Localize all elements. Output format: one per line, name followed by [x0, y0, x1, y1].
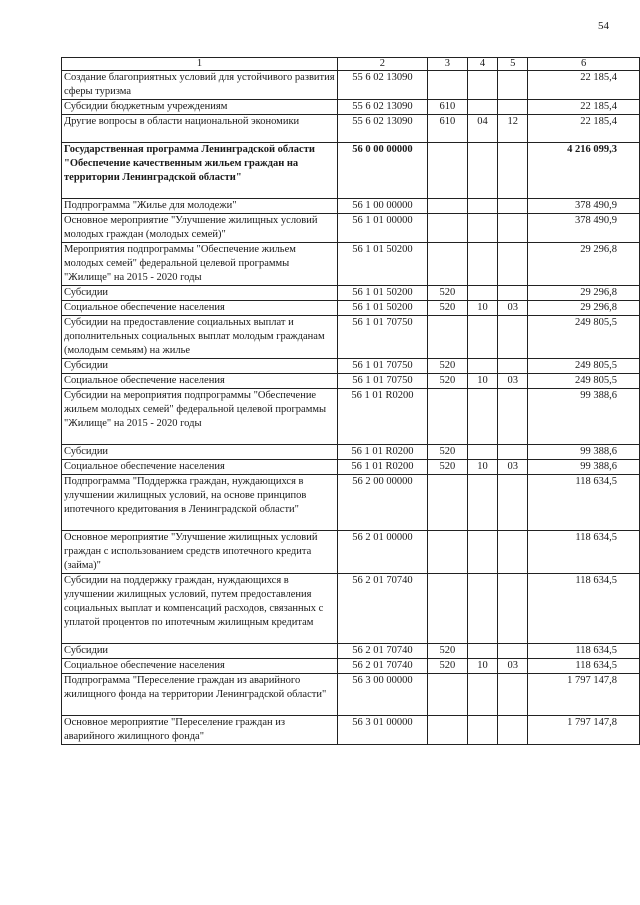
- cell-name: Социальное обеспечение населения: [62, 374, 338, 389]
- cell-vr: 520: [427, 359, 467, 374]
- cell-pr: [498, 574, 528, 644]
- cell-pr: 03: [498, 374, 528, 389]
- cell-code: 55 6 02 13090: [337, 71, 427, 100]
- column-header: 3: [427, 58, 467, 71]
- cell-pr: [498, 286, 528, 301]
- cell-rz: [467, 214, 497, 243]
- cell-name: Социальное обеспечение населения: [62, 301, 338, 316]
- cell-sum: 118 634,5: [528, 659, 640, 674]
- cell-pr: [498, 71, 528, 100]
- table-row: [62, 199, 640, 214]
- cell-rz: [467, 389, 497, 445]
- cell-rz: 10: [467, 659, 497, 674]
- cell-name: Субсидии: [62, 359, 338, 374]
- cell-vr: [427, 316, 467, 359]
- column-header: 5: [498, 58, 528, 71]
- cell-sum: 378 490,9: [528, 199, 640, 214]
- cell-name: Мероприятия подпрограммы "Обеспечение жильем молодых семей" федеральной целевой программы "Жилище" на 2015 - 2020 годы: [62, 243, 338, 286]
- cell-pr: 03: [498, 460, 528, 475]
- cell-vr: [427, 574, 467, 644]
- cell-code: 56 1 01 70750: [337, 374, 427, 389]
- cell-vr: 520: [427, 445, 467, 460]
- cell-vr: 520: [427, 659, 467, 674]
- cell-vr: 520: [427, 644, 467, 659]
- cell-code: 56 1 01 R0200: [337, 460, 427, 475]
- cell-name: Государственная программа Ленинградской области "Обеспечение качественным жильем граждан на территории Ленинградской области": [62, 143, 338, 199]
- cell-name: Субсидии на поддержку граждан, нуждающихся в улучшении жилищных условий, путем предоставления социальных выплат и компенсаций расходов, связанных с уплатой процентов по ипотечным жилищным кредитам: [62, 574, 338, 644]
- cell-code: 56 1 01 50200: [337, 243, 427, 286]
- cell-rz: [467, 475, 497, 531]
- cell-sum: 22 185,4: [528, 71, 640, 100]
- table-row: [62, 644, 640, 659]
- table-row: [62, 716, 640, 745]
- cell-vr: [427, 475, 467, 531]
- cell-rz: [467, 531, 497, 574]
- cell-name: Подпрограмма "Поддержка граждан, нуждающихся в улучшении жилищных условий, на основе принципов ипотечного кредитования в Ленинградской области": [62, 475, 338, 531]
- cell-sum: 378 490,9: [528, 214, 640, 243]
- table-row: [62, 674, 640, 716]
- table-header-row: [62, 58, 640, 71]
- cell-name: Субсидии: [62, 644, 338, 659]
- cell-vr: 610: [427, 100, 467, 115]
- table-row: [62, 115, 640, 143]
- table-row: [62, 243, 640, 286]
- cell-rz: [467, 243, 497, 286]
- cell-sum: 29 296,8: [528, 243, 640, 286]
- cell-pr: [498, 531, 528, 574]
- table-row: [62, 316, 640, 359]
- table-row: [62, 301, 640, 316]
- cell-pr: [498, 243, 528, 286]
- table-row: [62, 359, 640, 374]
- cell-code: 56 3 01 00000: [337, 716, 427, 745]
- cell-rz: [467, 71, 497, 100]
- page-number: 54: [598, 20, 609, 32]
- cell-rz: 10: [467, 374, 497, 389]
- cell-rz: [467, 100, 497, 115]
- cell-code: 56 1 01 50200: [337, 301, 427, 316]
- cell-vr: [427, 389, 467, 445]
- cell-code: 56 1 00 00000: [337, 199, 427, 214]
- cell-code: 56 1 01 70750: [337, 359, 427, 374]
- cell-pr: 03: [498, 301, 528, 316]
- cell-name: Подпрограмма "Переселение граждан из аварийного жилищного фонда на территории Ленинградской области": [62, 674, 338, 716]
- cell-pr: [498, 316, 528, 359]
- cell-rz: [467, 644, 497, 659]
- cell-code: 56 1 01 00000: [337, 214, 427, 243]
- cell-rz: [467, 716, 497, 745]
- cell-name: Субсидии: [62, 445, 338, 460]
- cell-sum: 99 388,6: [528, 389, 640, 445]
- cell-vr: [427, 199, 467, 214]
- table-body: [62, 71, 640, 745]
- table-row: [62, 445, 640, 460]
- cell-sum: 1 797 147,8: [528, 674, 640, 716]
- cell-vr: [427, 531, 467, 574]
- cell-vr: 520: [427, 286, 467, 301]
- cell-name: Основное мероприятие "Улучшение жилищных условий граждан с использованием средств ипотечного кредита (займа)": [62, 531, 338, 574]
- cell-pr: [498, 445, 528, 460]
- cell-rz: [467, 359, 497, 374]
- cell-sum: 118 634,5: [528, 574, 640, 644]
- cell-vr: 520: [427, 460, 467, 475]
- cell-code: 56 2 01 70740: [337, 574, 427, 644]
- cell-rz: 10: [467, 460, 497, 475]
- column-header: 4: [467, 58, 497, 71]
- cell-rz: [467, 445, 497, 460]
- cell-code: 56 2 00 00000: [337, 475, 427, 531]
- cell-sum: 249 805,5: [528, 374, 640, 389]
- cell-vr: [427, 143, 467, 199]
- cell-sum: 118 634,5: [528, 475, 640, 531]
- cell-vr: [427, 214, 467, 243]
- cell-pr: [498, 143, 528, 199]
- table-row: [62, 475, 640, 531]
- column-header: 1: [62, 58, 338, 71]
- table-row: [62, 460, 640, 475]
- cell-code: 55 6 02 13090: [337, 100, 427, 115]
- cell-pr: [498, 214, 528, 243]
- cell-code: 56 0 00 00000: [337, 143, 427, 199]
- cell-code: 56 3 00 00000: [337, 674, 427, 716]
- cell-code: 56 2 01 00000: [337, 531, 427, 574]
- cell-name: Социальное обеспечение населения: [62, 460, 338, 475]
- cell-name: Субсидии: [62, 286, 338, 301]
- cell-pr: [498, 716, 528, 745]
- cell-vr: [427, 674, 467, 716]
- cell-sum: 118 634,5: [528, 644, 640, 659]
- cell-vr: [427, 243, 467, 286]
- table-row: [62, 574, 640, 644]
- table-row: [62, 286, 640, 301]
- table-row: [62, 374, 640, 389]
- table-row: [62, 531, 640, 574]
- cell-pr: [498, 359, 528, 374]
- cell-sum: 99 388,6: [528, 445, 640, 460]
- cell-rz: [467, 199, 497, 214]
- cell-name: Другие вопросы в области национальной экономики: [62, 115, 338, 143]
- table-row: [62, 143, 640, 199]
- cell-sum: 4 216 099,3: [528, 143, 640, 199]
- table-row: [62, 71, 640, 100]
- cell-rz: [467, 286, 497, 301]
- cell-pr: [498, 100, 528, 115]
- cell-code: 56 2 01 70740: [337, 644, 427, 659]
- cell-name: Основное мероприятие "Переселение граждан из аварийного жилищного фонда": [62, 716, 338, 745]
- cell-rz: [467, 316, 497, 359]
- cell-code: 56 1 01 70750: [337, 316, 427, 359]
- cell-pr: [498, 674, 528, 716]
- cell-vr: [427, 71, 467, 100]
- cell-rz: [467, 143, 497, 199]
- cell-pr: [498, 199, 528, 214]
- table-row: [62, 214, 640, 243]
- cell-name: Основное мероприятие "Улучшение жилищных условий молодых граждан (молодых семей)": [62, 214, 338, 243]
- cell-name: Создание благоприятных условий для устойчивого развития сферы туризма: [62, 71, 338, 100]
- cell-pr: 12: [498, 115, 528, 143]
- cell-name: Подпрограмма "Жилье для молодежи": [62, 199, 338, 214]
- cell-sum: 249 805,5: [528, 316, 640, 359]
- cell-code: 56 2 01 70740: [337, 659, 427, 674]
- budget-table: [61, 57, 640, 745]
- column-header: 6: [528, 58, 640, 71]
- cell-pr: [498, 389, 528, 445]
- cell-rz: [467, 674, 497, 716]
- cell-code: 56 1 01 R0200: [337, 445, 427, 460]
- cell-code: 55 6 02 13090: [337, 115, 427, 143]
- cell-sum: 99 388,6: [528, 460, 640, 475]
- cell-vr: 610: [427, 115, 467, 143]
- cell-sum: 1 797 147,8: [528, 716, 640, 745]
- cell-rz: 04: [467, 115, 497, 143]
- cell-sum: 29 296,8: [528, 301, 640, 316]
- cell-sum: 22 185,4: [528, 115, 640, 143]
- column-header: 2: [337, 58, 427, 71]
- table-row: [62, 659, 640, 674]
- cell-rz: 10: [467, 301, 497, 316]
- cell-vr: 520: [427, 374, 467, 389]
- table-row: [62, 389, 640, 445]
- cell-pr: [498, 475, 528, 531]
- cell-pr: 03: [498, 659, 528, 674]
- cell-name: Субсидии на мероприятия подпрограммы "Обеспечение жильем молодых семей" федеральной целевой программы "Жилище" на 2015 - 2020 годы: [62, 389, 338, 445]
- cell-sum: 22 185,4: [528, 100, 640, 115]
- cell-code: 56 1 01 R0200: [337, 389, 427, 445]
- cell-rz: [467, 574, 497, 644]
- cell-name: Субсидии на предоставление социальных выплат и дополнительных социальных выплат молодым гражданам (молодым семьям) на жилье: [62, 316, 338, 359]
- cell-pr: [498, 644, 528, 659]
- cell-name: Социальное обеспечение населения: [62, 659, 338, 674]
- cell-vr: [427, 716, 467, 745]
- cell-code: 56 1 01 50200: [337, 286, 427, 301]
- cell-vr: 520: [427, 301, 467, 316]
- cell-sum: 118 634,5: [528, 531, 640, 574]
- cell-sum: 249 805,5: [528, 359, 640, 374]
- cell-name: Субсидии бюджетным учреждениям: [62, 100, 338, 115]
- table-row: [62, 100, 640, 115]
- cell-sum: 29 296,8: [528, 286, 640, 301]
